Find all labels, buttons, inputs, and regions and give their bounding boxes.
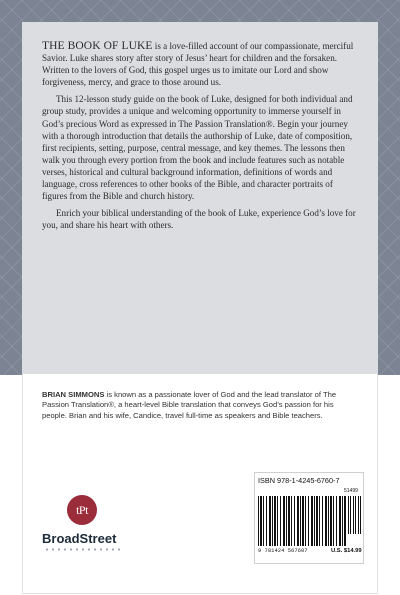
author-bio-text: is known as a passionate lover of God and the lead translator of The Passion Translation®, a heart-level Bible translation that conveys God’s passion for his people. Brian and his wife, Candice, travel full-time as speakers and Bible teachers. xyxy=(42,390,337,420)
barcode-icon xyxy=(258,496,346,546)
price-code: 51499 xyxy=(344,488,358,494)
description-paragraph-3: Enrich your biblical understanding of the book of Luke, experience God’s love for you, and share his heart with others. xyxy=(42,208,356,231)
description-paragraph-1 xyxy=(42,40,360,88)
publisher-dots-decoration xyxy=(44,548,124,551)
price-label: U.S. $14.99 xyxy=(331,548,362,554)
barcode-digits: 9 781424 567607 xyxy=(258,548,308,554)
publisher-name: BroadStreet xyxy=(42,531,117,546)
book-title-lead: THE BOOK OF LUKE xyxy=(42,40,153,52)
author-bio xyxy=(42,390,360,421)
isbn-label: ISBN 978-1-4245-6760-7 xyxy=(258,476,340,485)
paragraph-1-text: is a love-filled account of our compassionate, merciful Savior. Luke shares story after story of Jesus’ heart for children and the forsaken. Written to the lovers of God, this gospel urges us to imitate our Lord and show forgiveness, mercy, and grace to those around us. xyxy=(42,41,354,88)
author-name: BRIAN SIMMONS xyxy=(42,390,105,399)
description-paragraph-2: This 12-lesson study guide on the book of Luke, designed for both individual and group study, provides a unique and welcoming opportunity to immerse yourself in God’s precious Word as expressed in The Passion Translation®. Begin your journey with a thorough introduction that details the authorship of Luke, date of composition, first recipients, setting, purpose, central message, and key themes. The lessons then walk you through every portion from the book and include features such as notable verses, historical and cultural background information, definitions of words and language, cross references to other books of the Bible, and character portraits of figures from the Bible and church history. xyxy=(42,94,353,202)
price-barcode-icon xyxy=(348,496,362,534)
book-description xyxy=(42,40,360,236)
publisher-logo xyxy=(42,495,162,565)
tpt-emblem: tPt xyxy=(67,495,97,525)
